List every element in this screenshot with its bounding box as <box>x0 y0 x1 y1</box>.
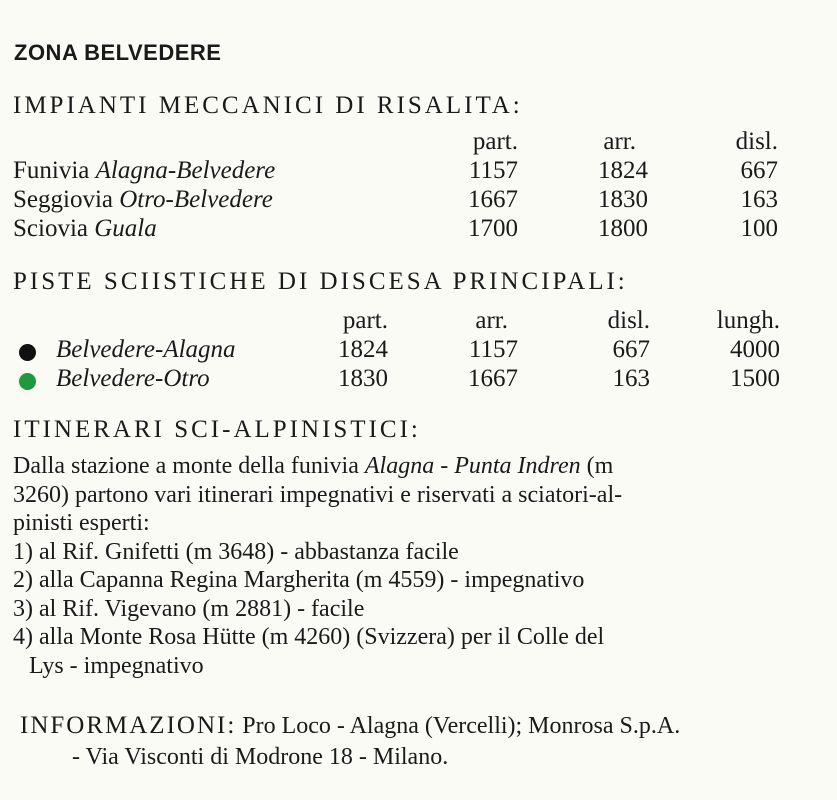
slope-name: Belvedere-Otro <box>56 365 210 392</box>
slope-name: Belvedere-Alagna <box>56 336 236 363</box>
lift-type: Funivia <box>13 157 90 184</box>
route-item-cont: Lys - impegnativo <box>29 652 204 679</box>
routes-description <box>13 452 783 680</box>
col-part: part. <box>342 307 388 334</box>
lift-route: Otro-Belvedere <box>119 186 273 213</box>
lift-arr: 1800 <box>598 215 648 242</box>
lift-part: 1667 <box>468 186 518 213</box>
slope-arr: 1667 <box>468 365 518 392</box>
slope-arr: 1157 <box>468 336 518 363</box>
intro-text-end: (m <box>580 453 614 479</box>
slopes-heading: PISTE SCIISTICHE DI DISCESA PRINCIPALI: <box>13 268 628 295</box>
lift-name <box>13 186 273 214</box>
lift-name <box>13 157 275 185</box>
lifts-column-header <box>0 128 837 158</box>
col-lungh: lungh. <box>716 307 780 334</box>
slopes-column-header <box>0 307 837 337</box>
lift-part: 1157 <box>468 157 518 184</box>
lift-row <box>0 215 837 245</box>
info-label: INFORMAZIONI: <box>20 712 237 739</box>
difficulty-dot-icon <box>19 344 36 361</box>
lift-type: Seggiovia <box>13 186 113 213</box>
route-item: 2) alla Capanna Regina Margherita (m 4559) - impegnativo <box>13 567 585 593</box>
routes-heading: ITINERARI SCI-ALPINISTICI: <box>13 416 421 443</box>
slope-disl: 667 <box>612 336 650 363</box>
info-text: Pro Loco - Alagna (Vercelli); Monrosa S.p.A. <box>236 713 681 739</box>
slope-row <box>0 336 837 366</box>
lift-row <box>0 157 837 187</box>
route-item: 1) al Rif. Gnifetti (m 3648) - abbastanza facile <box>13 538 459 565</box>
lift-arr: 1824 <box>598 157 648 184</box>
col-arr: arr. <box>475 307 508 334</box>
intro-route: Alagna - Punta Indren <box>364 453 581 479</box>
lift-name <box>13 215 157 243</box>
info-block <box>20 710 820 773</box>
lift-arr: 1830 <box>598 186 648 213</box>
col-disl: disl. <box>607 307 650 334</box>
slope-part: 1824 <box>338 336 388 363</box>
routes-intro-line <box>13 452 783 481</box>
slope-disl: 163 <box>612 365 650 392</box>
lift-part: 1700 <box>468 215 518 242</box>
difficulty-dot-icon <box>19 373 36 390</box>
route-item: 4) alla Monte Rosa Hütte (m 4260) (Svizzera) per il Colle del <box>13 624 605 650</box>
lifts-heading: IMPIANTI MECCANICI DI RISALITA: <box>13 92 523 119</box>
intro-text: Dalla stazione a monte della funivia <box>13 453 365 479</box>
lift-type: Sciovia <box>13 215 88 242</box>
col-part: part. <box>472 128 518 155</box>
slope-part: 1830 <box>338 365 388 392</box>
col-arr: arr. <box>603 128 636 155</box>
slope-lungh: 1500 <box>730 365 780 392</box>
col-disl: disl. <box>735 128 778 155</box>
routes-intro-line: pinisti esperti: <box>13 510 150 536</box>
lift-row <box>0 186 837 216</box>
info-line <box>20 710 820 742</box>
slope-row <box>0 365 837 395</box>
zone-title: ZONA BELVEDERE <box>14 40 222 65</box>
lift-route: Alagna-Belvedere <box>95 157 276 184</box>
route-item: 3) al Rif. Vigevano (m 2881) - facile <box>13 595 365 622</box>
info-line2: - Via Visconti di Modrone 18 - Milano. <box>72 744 449 770</box>
slope-lungh: 4000 <box>730 336 780 363</box>
routes-intro-line: 3260) partono vari itinerari impegnativi e riservati a sciatori-al- <box>13 481 623 508</box>
lift-route: Guala <box>94 215 157 242</box>
lift-disl: 667 <box>740 157 778 184</box>
lift-disl: 163 <box>740 186 778 213</box>
lift-disl: 100 <box>740 215 778 242</box>
